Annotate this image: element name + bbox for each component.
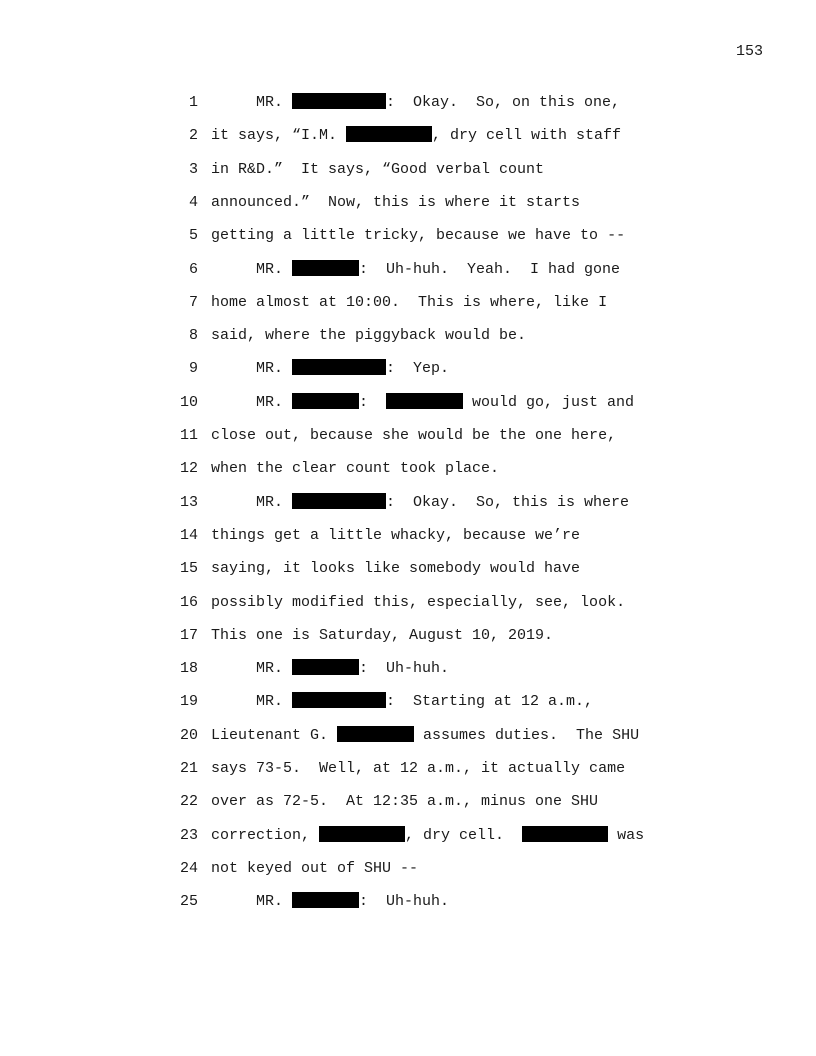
transcript-line bbox=[0, 725, 816, 747]
line-number: 12 bbox=[179, 460, 198, 478]
line-text bbox=[211, 325, 526, 347]
redaction-block bbox=[292, 93, 386, 109]
line-number: 21 bbox=[179, 760, 198, 777]
line-number: 17 bbox=[179, 626, 198, 644]
text-segment: possibly modified this, especially, see, look. bbox=[211, 593, 626, 611]
transcript-line bbox=[0, 392, 816, 414]
transcript-line bbox=[0, 625, 816, 647]
transcript-line bbox=[0, 425, 816, 447]
text-segment: : bbox=[359, 393, 387, 411]
line-number: 22 bbox=[179, 793, 198, 811]
text-segment: Lieutenant G. bbox=[211, 726, 338, 744]
line-number: 23 bbox=[179, 826, 198, 844]
text-segment: MR. bbox=[211, 893, 293, 911]
line-text bbox=[211, 758, 625, 780]
line-text bbox=[211, 425, 616, 447]
text-segment: : Starting at 12 a.m., bbox=[386, 693, 594, 711]
transcript-line bbox=[0, 159, 816, 181]
redaction-block bbox=[292, 892, 359, 908]
transcript-line bbox=[0, 259, 816, 281]
text-segment: MR. bbox=[211, 360, 293, 378]
line-number: 4 bbox=[188, 193, 198, 211]
redaction-block bbox=[337, 726, 414, 742]
line-number: 7 bbox=[188, 293, 198, 311]
line-number: 10 bbox=[179, 393, 198, 411]
line-number: 9 bbox=[188, 360, 198, 378]
redaction-block bbox=[292, 493, 386, 509]
transcript-line bbox=[0, 525, 816, 547]
text-segment: it says, “I.M. bbox=[211, 127, 347, 145]
transcript-line bbox=[0, 225, 816, 247]
line-text bbox=[211, 625, 553, 647]
text-segment: said, where the piggyback would be. bbox=[211, 327, 527, 345]
text-segment: home almost at 10:00. This is where, like I bbox=[211, 293, 608, 311]
line-text bbox=[211, 192, 580, 214]
text-segment: , dry cell with staff bbox=[432, 127, 622, 145]
text-segment: : Yep. bbox=[386, 360, 450, 378]
line-number: 13 bbox=[179, 493, 198, 511]
line-text bbox=[211, 159, 544, 181]
line-number: 15 bbox=[179, 560, 198, 578]
line-text bbox=[211, 92, 620, 114]
redaction-block bbox=[292, 692, 386, 708]
text-segment: : Uh-huh. Yeah. I had gone bbox=[359, 260, 621, 278]
line-number: 16 bbox=[179, 593, 198, 611]
text-segment: : Uh-huh. bbox=[359, 660, 450, 678]
text-segment: over as 72-5. At 12:35 a.m., minus one SHU bbox=[211, 793, 599, 811]
transcript-line bbox=[0, 458, 816, 480]
text-segment: close out, because she would be the one here, bbox=[211, 427, 617, 444]
line-number: 24 bbox=[179, 859, 198, 877]
transcript-line bbox=[0, 891, 816, 913]
redaction-block bbox=[522, 826, 608, 842]
text-segment: correction, bbox=[211, 826, 320, 844]
transcript-line bbox=[0, 558, 816, 580]
line-text bbox=[211, 891, 449, 913]
transcript-line bbox=[0, 325, 816, 347]
text-segment: when the clear count took place. bbox=[211, 460, 500, 478]
line-number: 8 bbox=[188, 327, 198, 345]
transcript-line bbox=[0, 791, 816, 813]
transcript-line bbox=[0, 592, 816, 614]
text-segment: would go, just and bbox=[463, 393, 635, 411]
line-number: 25 bbox=[179, 893, 198, 911]
redaction-block bbox=[386, 393, 463, 409]
line-number: 3 bbox=[188, 160, 198, 178]
line-text bbox=[211, 592, 625, 614]
line-number: 20 bbox=[179, 726, 198, 744]
transcript-line bbox=[0, 92, 816, 114]
line-number: 1 bbox=[188, 94, 198, 111]
text-segment: MR. bbox=[211, 660, 293, 678]
text-segment: was bbox=[608, 826, 645, 844]
redaction-block bbox=[292, 260, 359, 276]
line-text bbox=[211, 259, 620, 281]
text-segment: MR. bbox=[211, 260, 293, 278]
redaction-block bbox=[292, 659, 359, 675]
text-segment: saying, it looks like somebody would have bbox=[211, 560, 581, 578]
line-text bbox=[211, 558, 580, 580]
text-segment: This one is Saturday, August 10, 2019. bbox=[211, 626, 554, 644]
text-segment: : Uh-huh. bbox=[359, 893, 450, 911]
redaction-block bbox=[319, 826, 405, 842]
line-text bbox=[211, 492, 629, 514]
transcript-line bbox=[0, 858, 816, 880]
text-segment: in R&D.” It says, “Good verbal count bbox=[211, 160, 545, 178]
text-segment: MR. bbox=[211, 693, 293, 711]
redaction-block bbox=[292, 359, 386, 375]
text-segment: getting a little tricky, because we have to -- bbox=[211, 227, 626, 245]
text-segment: , dry cell. bbox=[405, 826, 523, 844]
text-segment: MR. bbox=[211, 94, 293, 111]
text-segment: MR. bbox=[211, 393, 293, 411]
line-text bbox=[211, 458, 499, 480]
line-number: 19 bbox=[179, 693, 198, 711]
page-number: 153 bbox=[735, 43, 763, 60]
redaction-block bbox=[292, 393, 359, 409]
line-text bbox=[211, 525, 580, 547]
transcript-line bbox=[0, 192, 816, 214]
line-number: 11 bbox=[179, 427, 198, 444]
line-number: 18 bbox=[179, 660, 198, 678]
line-number: 2 bbox=[188, 127, 198, 145]
transcript-line bbox=[0, 758, 816, 780]
transcript-line bbox=[0, 358, 816, 380]
text-segment: announced.” Now, this is where it starts bbox=[211, 193, 581, 211]
line-text bbox=[211, 791, 598, 813]
line-text bbox=[211, 691, 593, 713]
text-segment: not keyed out of SHU -- bbox=[211, 859, 419, 877]
line-text bbox=[211, 858, 418, 880]
transcript-line bbox=[0, 292, 816, 314]
line-text bbox=[211, 658, 449, 680]
line-text bbox=[211, 392, 634, 414]
redaction-block bbox=[346, 126, 432, 142]
transcript-line bbox=[0, 658, 816, 680]
text-segment: assumes duties. The SHU bbox=[414, 726, 640, 744]
text-segment: : Okay. So, this is where bbox=[386, 493, 630, 511]
line-text bbox=[211, 225, 625, 247]
text-segment: : Okay. So, on this one, bbox=[386, 94, 621, 111]
text-segment: MR. bbox=[211, 493, 293, 511]
text-segment: says 73-5. Well, at 12 a.m., it actually came bbox=[211, 760, 626, 777]
transcript-line bbox=[0, 691, 816, 713]
transcript-line bbox=[0, 125, 816, 147]
line-number: 14 bbox=[179, 526, 198, 544]
transcript-line bbox=[0, 825, 816, 847]
line-text bbox=[211, 358, 449, 380]
line-number: 6 bbox=[188, 260, 198, 278]
transcript-line bbox=[0, 492, 816, 514]
line-text bbox=[211, 292, 607, 314]
line-text bbox=[211, 725, 639, 747]
line-text bbox=[211, 825, 644, 847]
line-text bbox=[211, 125, 621, 147]
line-number: 5 bbox=[188, 227, 198, 245]
text-segment: things get a little whacky, because we’re bbox=[211, 526, 581, 544]
